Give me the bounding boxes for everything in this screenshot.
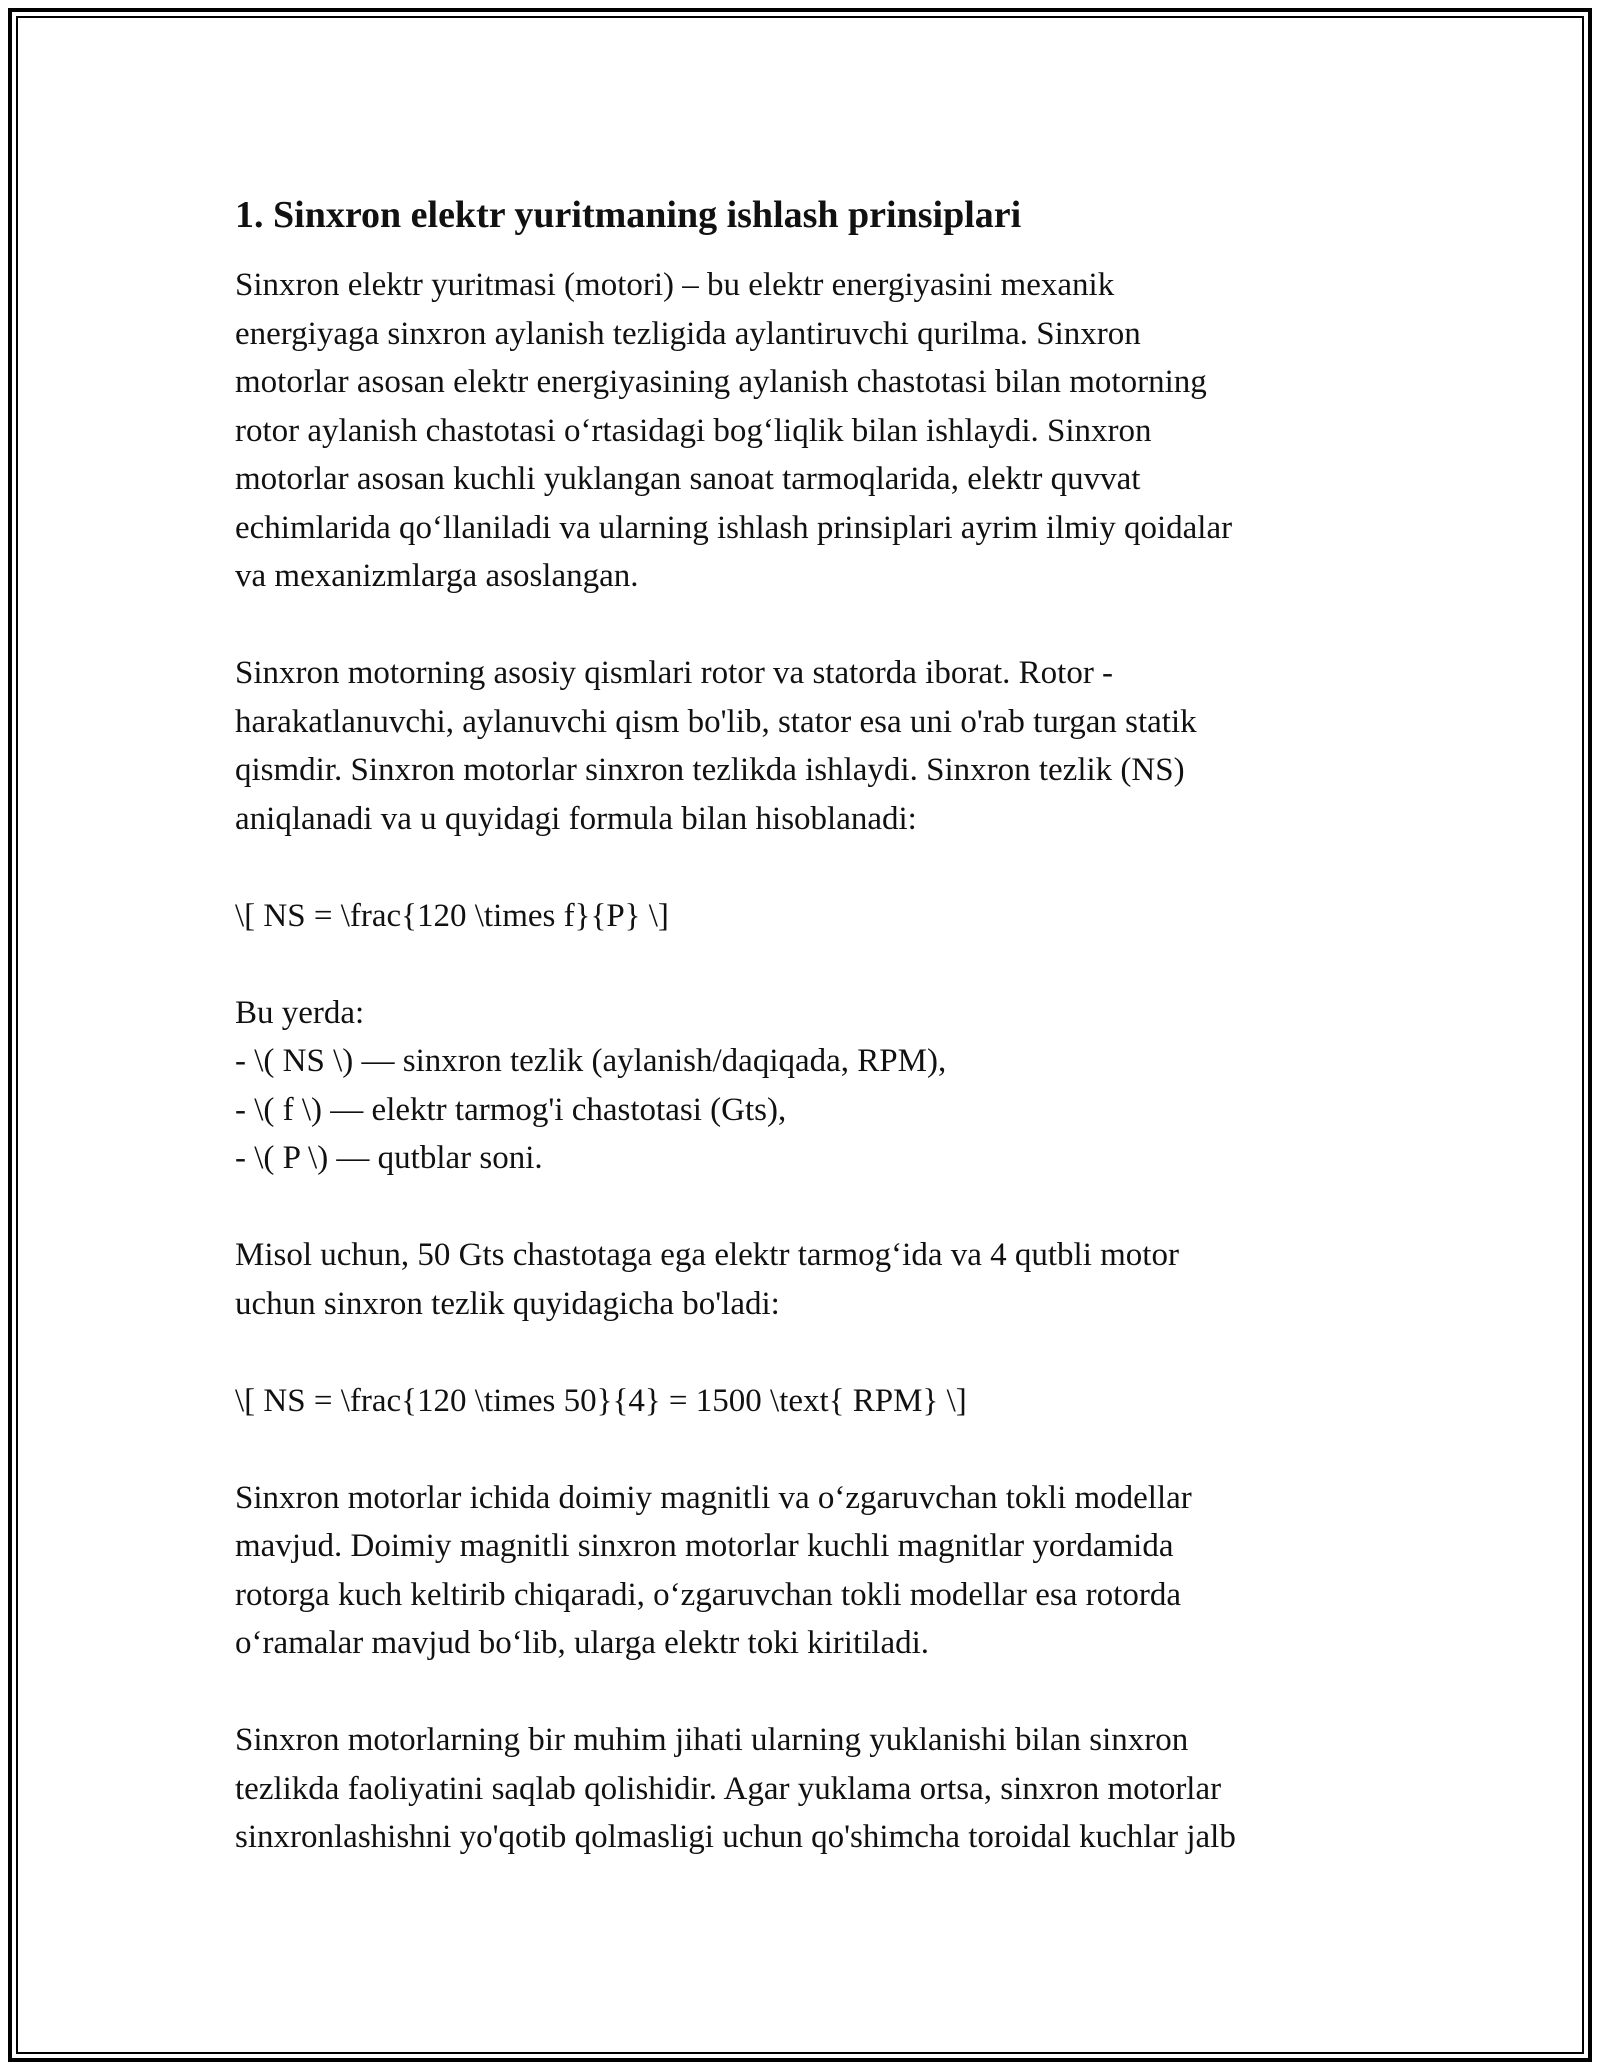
section-heading: 1. Sinxron elektr yuritmaning ishlash prinsiplari <box>235 194 1022 236</box>
paragraph-gap <box>235 843 1375 892</box>
paragraph-gap <box>235 940 1375 989</box>
paragraph-gap <box>235 1425 1375 1474</box>
paragraph-gap <box>235 601 1375 650</box>
paragraph-parts: Sinxron motorning asosiy qismlari rotor va statorda iborat. Rotor - harakatlanuvchi, aylanuvchi qism bo'lib, stator esa uni o'rab turgan statik qismdir. Sinxron motorlar sinxron tezlikda ishlaydi. Sinxron tezlik (NS) aniqlanadi va u quyidagi formula bilan hisoblanadi: <box>235 655 1197 837</box>
formula-example: \[ NS = \frac{120 \times 50}{4} = 1500 \text{ RPM} \] <box>235 1382 967 1419</box>
paragraph-gap <box>235 1328 1375 1377</box>
paragraph-load: Sinxron motorlarning bir muhim jihati ularning yuklanishi bilan sinxron tezlikda faoliyatini saqlab qolishidir. Agar yuklama ortsa, sinxron motorlar sinxronlashishni yo'qotib qolmasligi uchun qo'shimcha toroidal kuchlar jalb <box>235 1722 1236 1855</box>
paragraph-intro: Sinxron elektr yuritmasi (motori) – bu elektr energiyasini mexanik energiyaga sinxron aylanish tezligida aylantiruvchi qurilma. Sinxron motorlar asosan elektr energiyasining aylanish chastotasi bilan motorning rotor aylanish chastotasi o‘rtasidagi bog‘liqlik bilan ishlaydi. Sinxron motorlar asosan kuchli yuklangan sanoat tarmoqlarida, elektr quvvat echimlarida qo‘llaniladi va ularning ishlash prinsiplari ayrim ilmiy qoidalar va mexanizmlarga asoslangan. <box>235 267 1233 594</box>
formula-synchronous-speed: \[ NS = \frac{120 \times f}{P} \] <box>235 897 669 934</box>
paragraph-types: Sinxron motorlar ichida doimiy magnitli va o‘zgaruvchan tokli modellar mavjud. Doimiy magnitli sinxron motorlar kuchli magnitlar yordamida rotorga kuch keltirib chiqaradi, o‘zgaruvchan tokli modellar esa rotorda o‘ramalar mavjud bo‘lib, ularga elektr toki kiritiladi. <box>235 1479 1192 1661</box>
document-body <box>235 187 1375 1862</box>
paragraph-gap <box>235 1183 1375 1232</box>
paragraph-gap <box>235 1668 1375 1717</box>
paragraph-definitions: Bu yerda: - \( NS \) — sinxron tezlik (aylanish/daqiqada, RPM), - \( f \) — elektr tarmog'i chastotasi (Gts), - \( P \) — qutblar soni. <box>235 994 947 1176</box>
paragraph-example: Misol uchun, 50 Gts chastotaga ega elektr tarmog‘ida va 4 qutbli motor uchun sinxron tezlik quyidagicha bo'ladi: <box>235 1237 1179 1322</box>
